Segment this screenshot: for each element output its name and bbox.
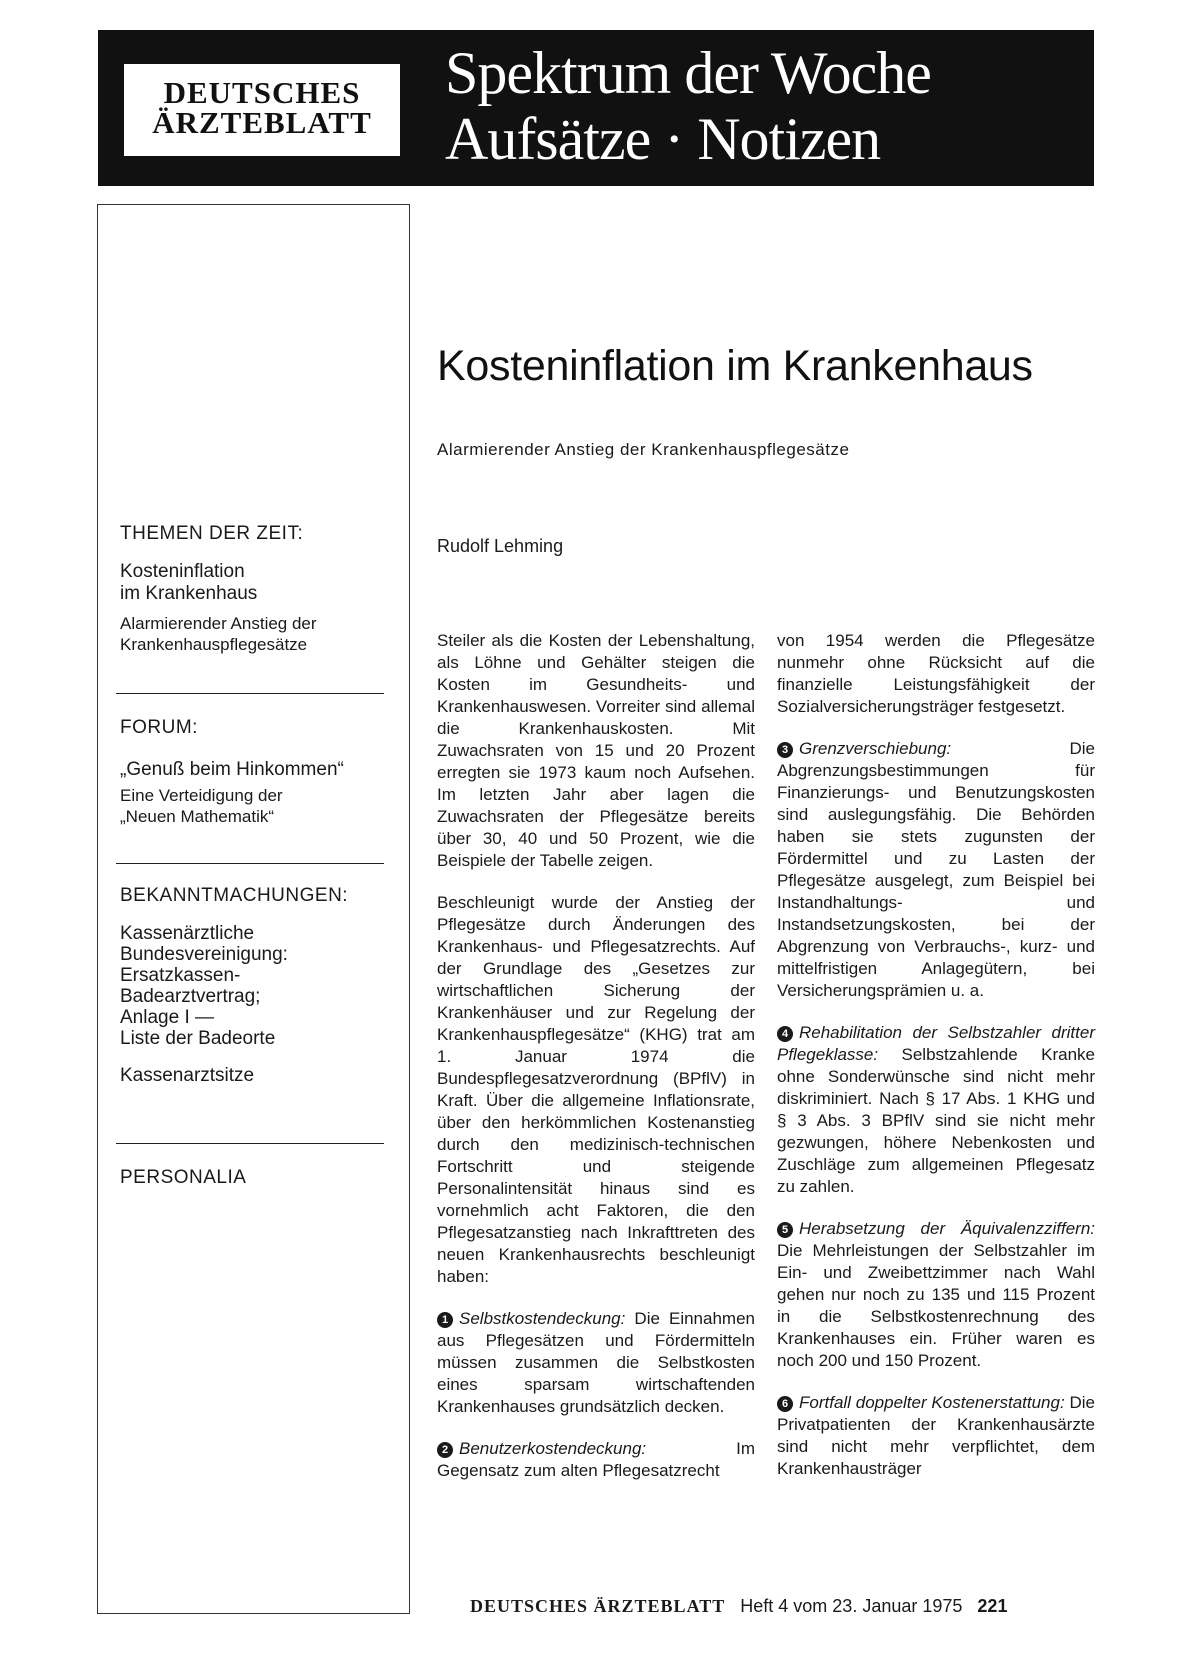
item-text: Die Einnahmen aus Pflegesätzen und Fördermitteln müssen zusammen die Selbstkosten eines sparsam wirtschaftenden Krankenhauses grundsätzlich decken. [437,1309,755,1416]
number-badge-icon: 3 [777,742,793,758]
list-item [777,738,1095,1002]
list-item [777,1218,1095,1372]
sidebar-divider [116,863,384,864]
sidebar-forum-subtitle [120,785,390,827]
sidebar-divider [116,1143,384,1144]
sidebar-heading-themen: THEMEN DER ZEIT: [120,523,304,544]
item-term: Selbstkostendeckung: [459,1309,626,1328]
item-text: Selbstzahlende Kranke ohne Sonderwünsche sind nicht mehr diskriminiert. Nach § 17 Abs. 1 KHG und § 3 Abs. 3 BPflV sind sie nicht mehr gezwungen, höhere Nebenkosten und Zuschläge zum allgemeinen Pflegesatz zu zahlen. [777,1045,1095,1196]
list-item [437,1308,755,1418]
forum-title-line: „Genuß beim Hinkommen“ [120,759,344,780]
item-term: Fortfall doppelter Kostenerstattung: [799,1393,1065,1412]
item-text: Die Mehrleistungen der Selbstzahler im Ein- und Zweibettzimmer nach Wahl gehen nur noch zu 135 und 115 Prozent in die Selbstkostenrechnung des Krankenhauses ein. Früher waren es noch 200 und 150 Prozent. [777,1241,1095,1370]
sidebar-heading-bekanntmachungen: BEKANNTMACHUNGEN: [120,885,349,906]
bek-line-6: Liste der Badeorte [120,1028,276,1049]
article-column-2 [777,630,1095,1500]
bek-line-1: Kassenärztliche [120,923,255,944]
article-title: Kosteninflation im Krankenhaus [437,342,1033,390]
bek-line-7: Kassenarztsitze [120,1065,255,1086]
page-footer [470,1596,1007,1617]
item-term: Benutzerkostendeckung: [459,1439,647,1458]
item-text: Im Gegensatz zum alten Pflegesatzrecht [437,1439,755,1480]
footer-issue: Heft 4 vom 23. Januar 1975 [740,1596,963,1616]
paragraph: Steiler als die Kosten der Lebenshaltung, als Löhne und Gehälter steigen die Kosten im Gesundheits- und Krankenhauswesen. Vorreiter sind allemal die Krankenhauskosten. Mit Zuwachsraten von 15 und 20 Prozent erregten sie 1973 kaum noch Aufsehen. Im letzten Jahr aber lagen die Zuwachsraten der Pflegesätze bereits über 30, 40 und 50 Prozent, wie die Beispiele der Tabelle zeigen. [437,631,755,870]
sidebar-themen [120,523,390,655]
paragraph: Beschleunigt wurde der Anstieg der Pflegesätze durch Änderungen des Krankenhaus- und Pflegesatzrechts. Auf der Grundlage des „Gesetzes zur wirtschaftlichen Sicherung der Krankenhäuser und zur Regelung der Krankenhauspflegesätze“ (KHG) trat am 1. Januar 1974 die Bundespflegesatzverordnung (BPflV) in Kraft. Über die allgemeine Inflationsrate, über den herkömmlichen Kostenanstieg durch den medizinisch-technischen Fortschritt und steigende Personalintensität hinaus sind es vornehmlich acht Faktoren, die den Pflegesatzanstieg nach Inkrafttreten des neuen Krankenhausrechts beschleunigt haben: [437,893,755,1286]
number-badge-icon: 6 [777,1396,793,1412]
sidebar-kassenarztsitze [120,1065,390,1086]
number-badge-icon: 1 [437,1312,453,1328]
masthead-title [445,40,931,172]
sidebar-heading-forum: FORUM: [120,717,198,738]
bek-line-2: Bundesvereinigung: [120,944,288,965]
themen-title-line-1: Kosteninflation [120,561,245,582]
list-item [777,1392,1095,1480]
sidebar-heading-personalia: PERSONALIA [120,1167,247,1188]
number-badge-icon: 4 [777,1026,793,1042]
page-number: 221 [977,1596,1008,1616]
item-term: Grenzverschiebung: [799,739,952,758]
item-text: Die Abgrenzungsbestimmungen für Finanzierungs- und Benutzungskosten sind auslegungsfähig. Die Behörden haben sie stets zugunsten der Fördermittel und zu Lasten der Pflegesätze ausgelegt, zum Beispiel bei Instandhaltungs- und Instandsetzungskosten, bei der Abgrenzung von Verbrauchs-, kurz- und mittelfristigen Anlagegütern, bei Versicherungsprämien u. a. [777,739,1095,1000]
forum-sub-line-2: „Neuen Mathematik“ [120,807,275,826]
number-badge-icon: 2 [437,1442,453,1458]
sidebar-themen-subtitle [120,613,390,655]
sidebar-divider [116,693,384,694]
sidebar-personalia [120,1167,390,1189]
footer-publication: DEUTSCHES ÄRZTEBLATT [470,1596,726,1616]
article-subtitle: Alarmierender Anstieg der Krankenhauspflegesätze [437,440,850,459]
sidebar-forum [120,717,390,827]
bek-line-5: Anlage I — [120,1007,214,1028]
contents-sidebar [97,204,410,1614]
item-term: Rehabilitation der Selbstzahler dritter Pflegeklasse: [777,1023,1095,1064]
logo-line-1: DEUTSCHES [163,75,361,110]
article-column-1 [437,630,755,1502]
themen-sub-line-1: Alarmierender Anstieg der [120,614,317,633]
themen-title-line-2: im Krankenhaus [120,583,258,604]
themen-sub-line-2: Krankenhauspflegesätze [120,635,308,654]
item-term: Herabsetzung der Äquivalenzziffern: [799,1219,1095,1238]
sidebar-forum-title [120,759,390,781]
item-text: Die Privatpatienten der Krankenhausärzte sind nicht mehr verpflichtet, dem Krankenhausträger [777,1393,1096,1478]
number-badge-icon: 5 [777,1222,793,1238]
sidebar-bekanntmachungen [120,885,390,1086]
masthead-title-line-1: Spektrum der Woche [445,40,931,106]
logo [122,62,402,158]
bek-line-4: Badearztvertrag; [120,986,261,1007]
bek-line-3: Ersatzkassen- [120,965,241,986]
logo-line-2: ÄRZTEBLATT [152,105,372,140]
sidebar-bekanntmachungen-list [120,923,390,1049]
sidebar-themen-title [120,561,390,605]
forum-sub-line-1: Eine Verteidigung der [120,786,283,805]
masthead-title-line-2: Aufsätze · Notizen [445,106,881,172]
list-item [777,1022,1095,1198]
list-item [437,1438,755,1482]
paragraph: von 1954 werden die Pflegesätze nunmehr ohne Rücksicht auf die finanzielle Leistungsfähigkeit der Sozialversicherungsträger festgesetzt. [777,631,1095,716]
article-author: Rudolf Lehming [437,536,564,556]
